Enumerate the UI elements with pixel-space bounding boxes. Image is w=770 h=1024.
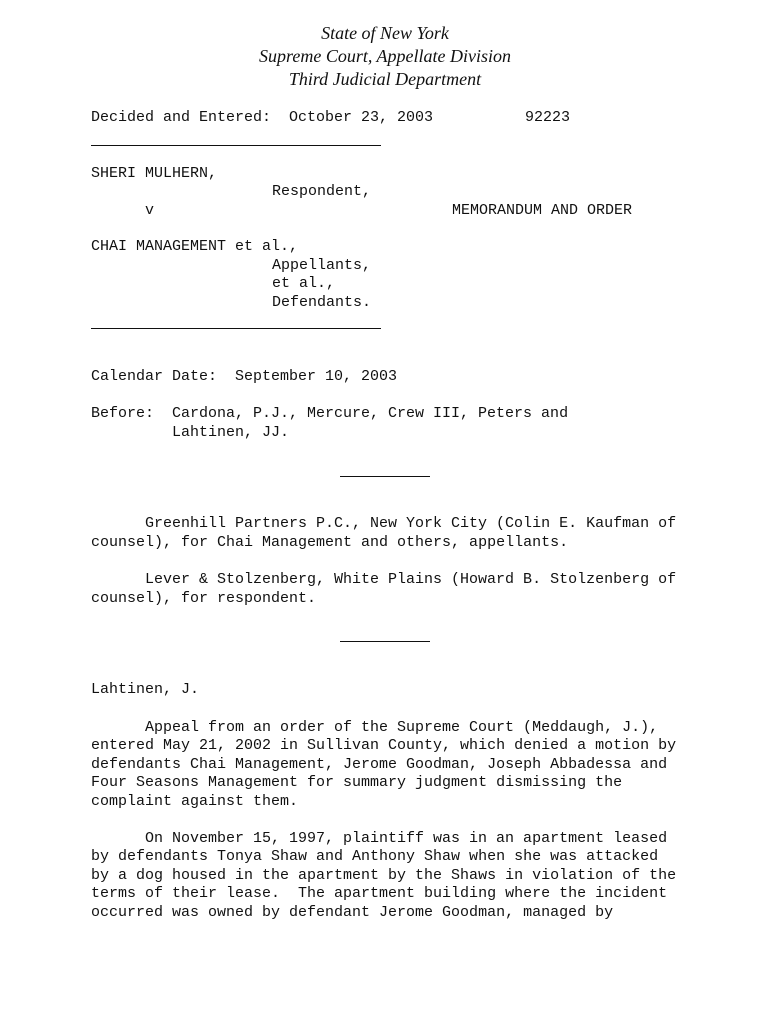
counsel-appellants-line2: counsel), for Chai Management and others, appellants. — [91, 534, 569, 551]
opinion-paragraph-line: defendants Chai Management, Jerome Goodman, Joseph Abbadessa and — [91, 756, 668, 773]
defendant-name: CHAI MANAGEMENT et al., — [91, 238, 299, 255]
before-judges-line1: Cardona, P.J., Mercure, Crew III, Peters and — [172, 405, 569, 422]
caption-bottom-rule — [91, 328, 381, 329]
before-label: Before: — [91, 405, 155, 422]
plaintiff-name: SHERI MULHERN, — [91, 165, 218, 182]
opinion-paragraph-line: Four Seasons Management for summary judgment dismissing the — [91, 774, 623, 791]
defendant-role-et-al: et al., — [272, 275, 336, 292]
opinion-paragraph-line: Appeal from an order of the Supreme Court (Meddaugh, J.), — [145, 719, 659, 736]
decided-date: October 23, 2003 — [289, 109, 434, 126]
plaintiff-role: Respondent, — [272, 183, 372, 200]
opinion-paragraph-line: entered May 21, 2002 in Sullivan County, which denied a motion by — [91, 737, 677, 754]
opinion-paragraph-line: On November 15, 1997, plaintiff was in an apartment leased — [145, 830, 668, 847]
opinion-paragraph-line: complaint against them. — [91, 793, 299, 810]
opinion-author: Lahtinen, J. — [91, 681, 200, 698]
document-type: MEMORANDUM AND ORDER — [452, 202, 633, 219]
counsel-respondent-line2: counsel), for respondent. — [91, 590, 317, 607]
opinion-paragraph-line: by defendants Tonya Shaw and Anthony Shaw when she was attacked — [91, 848, 659, 865]
counsel-appellants-line1: Greenhill Partners P.C., New York City (Colin E. Kaufman of — [145, 515, 677, 532]
caption-top-rule — [91, 145, 381, 146]
court-department: Third Judicial Department — [288, 69, 482, 89]
court-state: State of New York — [321, 23, 449, 43]
calendar-label: Calendar Date: — [91, 368, 218, 385]
defendant-role-defendants: Defendants. — [272, 294, 372, 311]
docket-number: 92223 — [525, 109, 571, 126]
decided-label: Decided and Entered: — [91, 109, 272, 126]
opinion-paragraph-line: occurred was owned by defendant Jerome Goodman, managed by — [91, 904, 614, 921]
calendar-date: September 10, 2003 — [235, 368, 398, 385]
section-divider — [340, 476, 430, 477]
opinion-paragraph-line: by a dog housed in the apartment by the Shaws in violation of the — [91, 867, 677, 884]
court-name: Supreme Court, Appellate Division — [259, 46, 511, 66]
opinion-paragraph-line: terms of their lease. The apartment building where the incident — [91, 885, 668, 902]
counsel-respondent-line1: Lever & Stolzenberg, White Plains (Howard B. Stolzenberg of — [145, 571, 677, 588]
defendant-role-appellants: Appellants, — [272, 257, 372, 274]
before-judges-line2: Lahtinen, JJ. — [172, 424, 290, 441]
versus-label: v — [145, 202, 155, 219]
section-divider — [340, 641, 430, 642]
